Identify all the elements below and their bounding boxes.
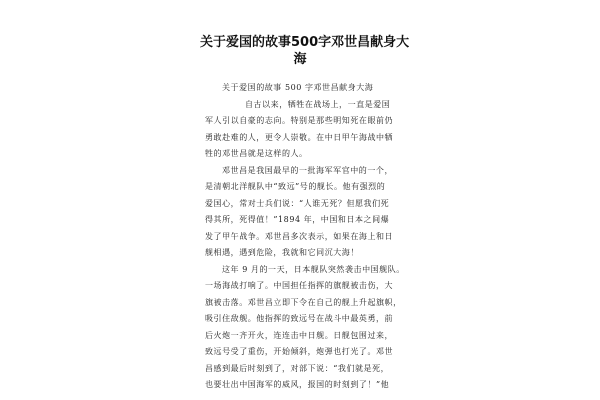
paragraph-line: 致远号受了重伤，开始倾斜，炮弹也打光了。邓世 <box>205 347 394 356</box>
paragraph-line: 舰相遇，遇到危险，我就和它同沉大海！ <box>205 248 359 257</box>
paragraph-line: 一场海战打响了。中国担任指挥的旗舰被击伤，大 <box>205 281 394 290</box>
paragraph-line: 是清朝北洋舰队中“致远”号的舰长。他有强烈的 <box>205 182 386 191</box>
paragraph-line: 发了甲午战争。邓世昌多次表示，如果在海上和日 <box>205 231 394 241</box>
article-title <box>200 34 410 68</box>
paragraph-line: 勇敢赴难的人，更令人崇敬。在中日甲午海战中牺 <box>205 132 394 142</box>
paragraph-line: 自古以来，牺牲在战场上，一直是爱国 <box>245 99 391 109</box>
paragraph-line: 军人引以自豪的志向。特别是那些明知死在眼前仍 <box>205 116 394 125</box>
paragraph-line: 昌感到最后时刻到了，对部下说：“我们就是死， <box>205 363 390 373</box>
paragraph-line: 爱国心，常对士兵们说：“人谁无死？但愿我们死 <box>205 198 390 208</box>
paragraph-line: 得其所，死得值！”1894 年，中国和日本之间爆 <box>205 215 390 224</box>
paragraph-line: 这年 9 月的一天，日本舰队突然袭击中国舰队。 <box>222 264 405 274</box>
paragraph-line: 牲的邓世昌就是这样的人。 <box>205 149 308 158</box>
paragraph-line: 旗被击落。邓世昌立即下令在自己的舰上升起旗帜， <box>205 297 402 307</box>
title-line-2: 海 <box>293 52 307 67</box>
paragraph-line: 邓世昌是我国最早的一批海军军官中的一个， <box>222 165 393 175</box>
title-line-1: 关于爱国的故事500字邓世昌献身大 <box>200 35 410 50</box>
paragraph-line: 吸引住敌舰。他指挥的致远号在战斗中最英勇，前 <box>205 314 394 323</box>
paragraph-line: 后火炮一齐开火，连连击中日舰。日舰包围过来， <box>205 330 394 340</box>
article-subtitle: 关于爱国的故事 500 字邓世昌献身大海 <box>222 83 374 92</box>
article-body <box>205 80 405 394</box>
paragraph-line: 也要壮出中国海军的威风，报国的时刻到了！”他 <box>205 380 390 389</box>
